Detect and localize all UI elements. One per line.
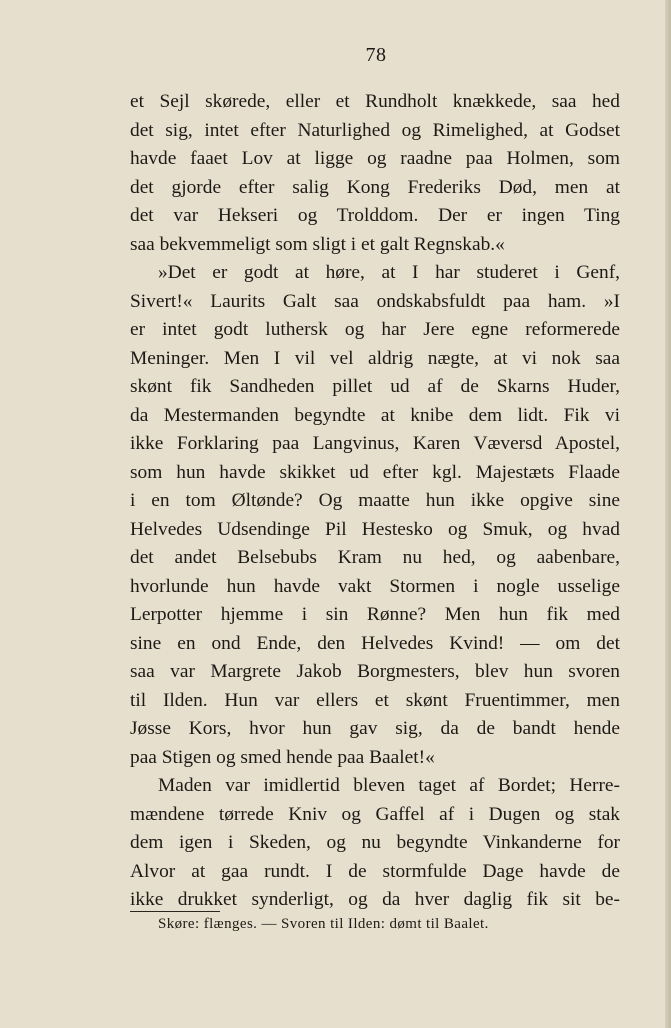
text-line: dem igen i Skeden, og nu begyndte Vinkanderne for <box>130 832 620 853</box>
text-line: er intet godt luthersk og har Jere egne reformerede <box>130 319 620 340</box>
text-line: »Det er godt at høre, at I har studeret i Genf, <box>158 262 620 283</box>
text-line: det gjorde efter salig Kong Frederiks Død, men at <box>130 176 620 198</box>
text-line: Maden var imidlertid bleven taget af Bordet; Herre- <box>158 775 620 796</box>
text-line: i en tom Øltønde? Og maatte hun ikke opgive sine <box>130 490 620 511</box>
text-line: Helvedes Udsendinge Pil Hestesko og Smuk, og hvad <box>130 518 620 540</box>
text-line: mændene tørrede Kniv og Gaffel af i Dugen og stak <box>130 803 620 825</box>
text-line: saa bekvemmeligt som sligt i et galt Regnskab.« <box>130 233 505 255</box>
body-text <box>130 88 620 915</box>
text-line: Alvor at gaa rundt. I de stormfulde Dage havde de <box>130 860 620 882</box>
text-line: Jøsse Kors, hvor hun gav sig, da de bandt hende <box>130 718 620 739</box>
page-number: 78 <box>365 44 387 66</box>
text-line: det sig, intet efter Naturlighed og Rimelighed, at Godset <box>130 119 620 141</box>
footnote: Skøre: flænges. — Svoren til Ilden: dømt til Baalet. <box>158 916 489 932</box>
text-line: det andet Belsebubs Kram nu hed, og aabenbare, <box>130 547 620 568</box>
text-line: til Ilden. Hun var ellers et skønt Fruentimmer, men <box>130 689 620 711</box>
text-line: skønt fik Sandheden pillet ud af de Skarns Huder, <box>130 376 620 397</box>
text-line: paa Stigen og smed hende paa Baalet!« <box>130 746 435 768</box>
footnote-rule <box>130 911 220 912</box>
text-line: Lerpotter hjemme i sin Rønne? Men hun fik med <box>130 604 620 625</box>
text-line: hvorlunde hun havde vakt Stormen i nogle usselige <box>130 575 620 597</box>
text-line: det var Hekseri og Trolddom. Der er ingen Ting <box>130 205 620 226</box>
text-line: saa var Margrete Jakob Borgmesters, blev hun svoren <box>130 661 620 682</box>
text-line: Sivert!« Laurits Galt saa ondskabsfuldt paa ham. »I <box>130 290 620 312</box>
text-line: Meninger. Men I vil vel aldrig nægte, at vi nok saa <box>130 347 620 369</box>
text-line: et Sejl skørede, eller et Rundholt knækkede, saa hed <box>130 91 620 112</box>
text-line: sine en ond Ende, den Helvedes Kvind! — om det <box>130 632 620 654</box>
text-line: ikke drukket synderligt, og da hver daglig fik sit be- <box>130 889 620 910</box>
text-line: som hun havde skikket ud efter kgl. Majestæts Flaade <box>130 461 620 483</box>
text-line: havde faaet Lov at ligge og raadne paa Holmen, som <box>130 148 620 169</box>
text-line: da Mestermanden begyndte at knibe dem lidt. Fik vi <box>130 404 620 426</box>
page-edge <box>665 0 671 1028</box>
text-line: ikke Forklaring paa Langvinus, Karen Væversd Apostel, <box>130 433 620 454</box>
